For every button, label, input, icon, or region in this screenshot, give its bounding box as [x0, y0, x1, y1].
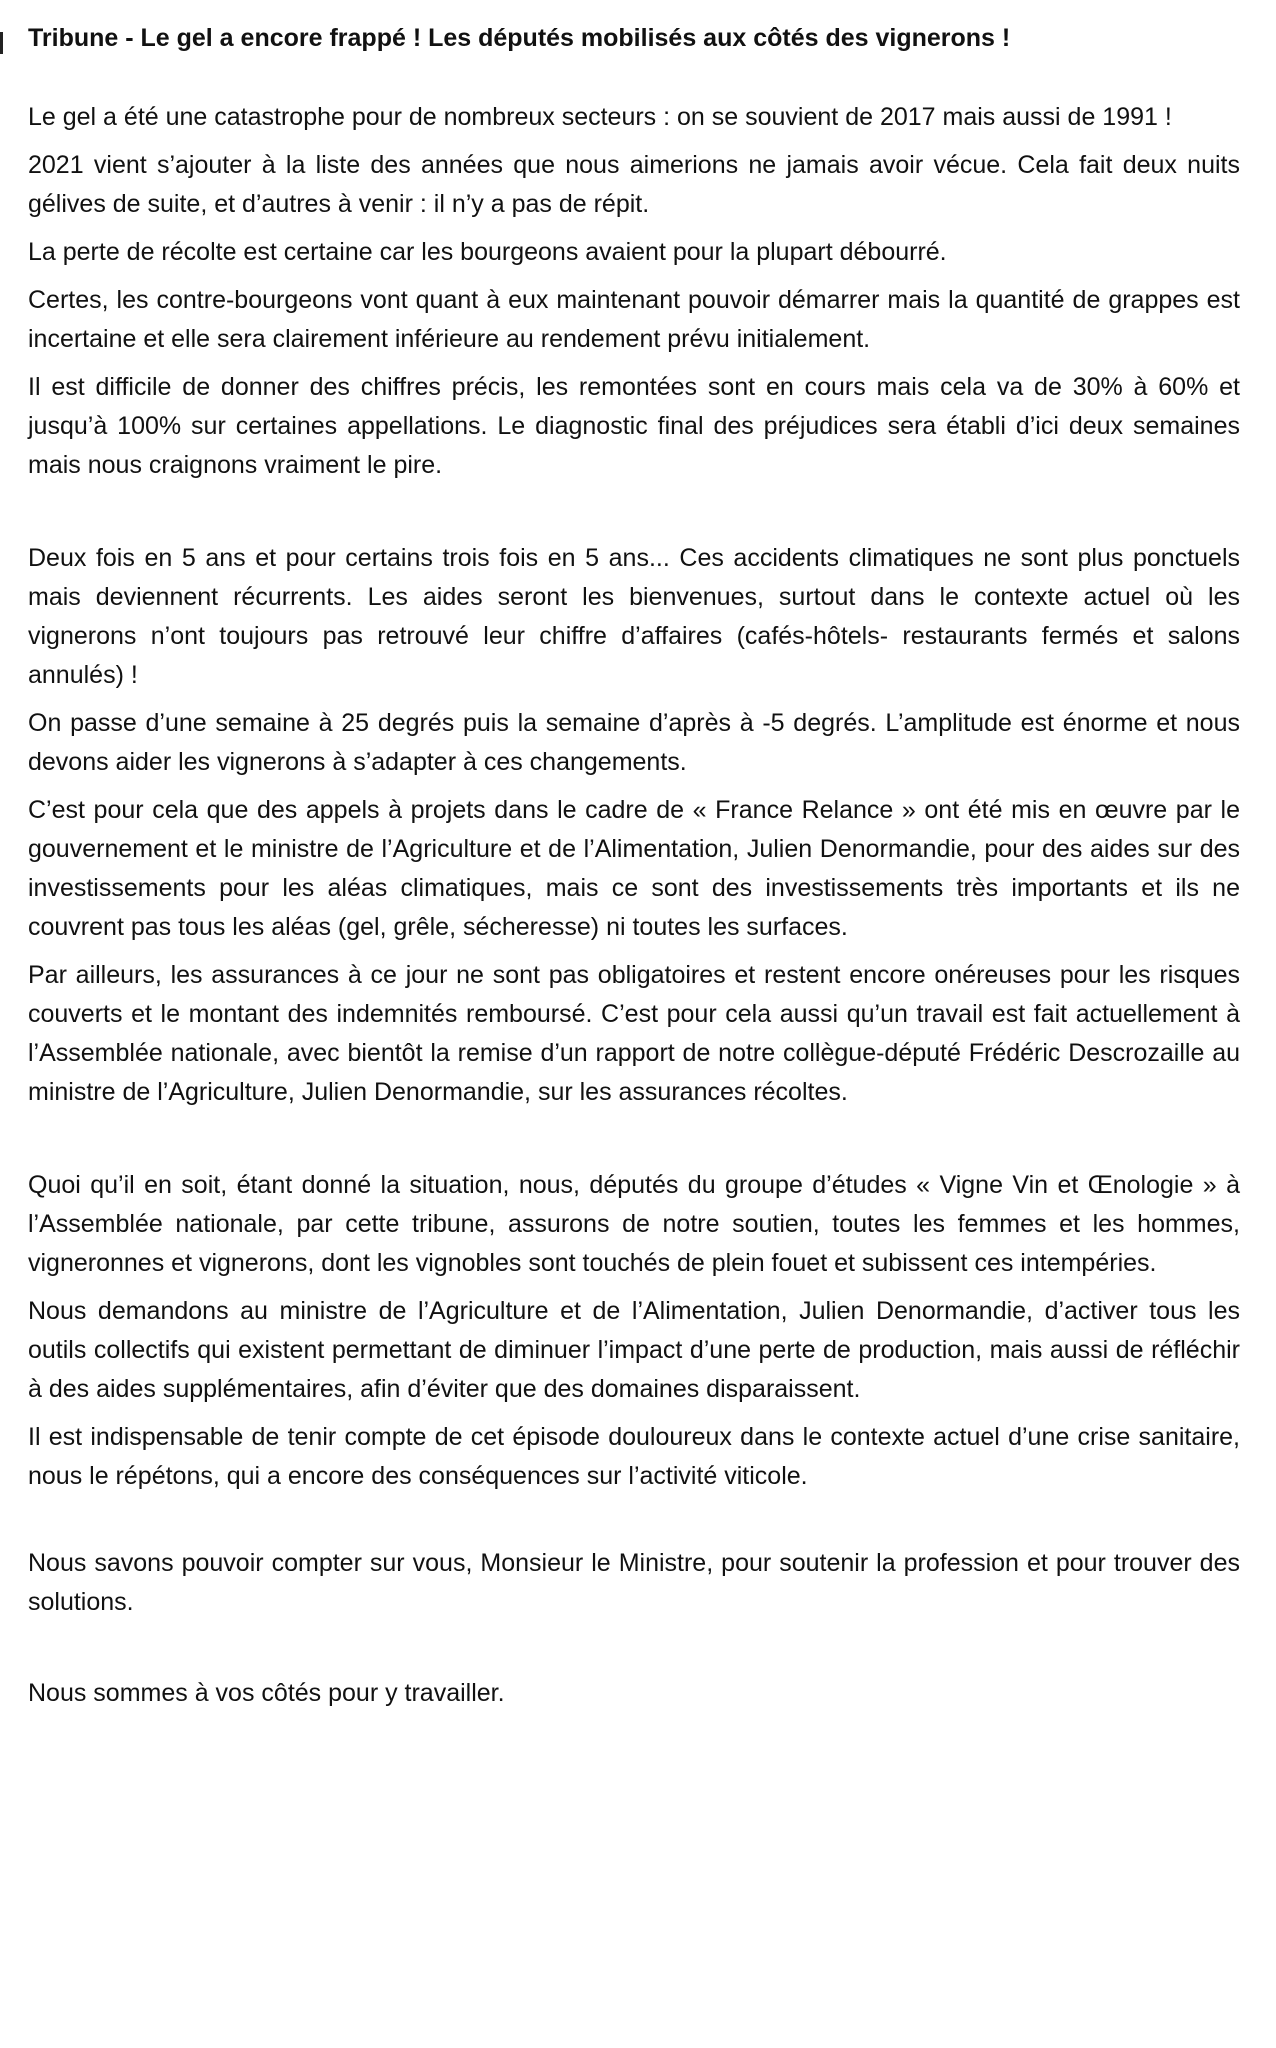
paragraph-14: Nous sommes à vos côtés pour y travailler. — [28, 1679, 505, 1707]
paragraph-10: Quoi qu’il en soit, étant donné la situation, nous, députés du groupe d’études « Vigne Vin et Œnologie » à l’Assemblée nationale, par cette tribune, assurons de notre soutien, toutes les femmes et les hommes, vigneronnes et vignerons, dont les vignobles sont touchés de plein fouet et subissent ces intempéries. — [28, 1171, 1240, 1277]
page-edge-mark — [0, 32, 3, 54]
paragraph-7: On passe d’une semaine à 25 degrés puis la semaine d’après à -5 degrés. L’amplitude est énorme et nous devons aider les vignerons à s’adapter à ces changements. — [28, 709, 1240, 776]
paragraph-11: Nous demandons au ministre de l’Agriculture et de l’Alimentation, Julien Denormandie, d’activer tous les outils collectifs qui existent permettant de diminuer l’impact d’une perte de production, mais aussi de réfléchir à des aides supplémentaires, afin d’éviter que des domaines disparaissent. — [28, 1297, 1240, 1403]
document-title: Tribune - Le gel a encore frappé ! Les députés mobilisés aux côtés des vignerons ! — [28, 24, 1011, 52]
document-page — [28, 20, 1240, 1722]
paragraph-5: Il est difficile de donner des chiffres précis, les remontées sont en cours mais cela va de 30% à 60% et jusqu’à 100% sur certaines appellations. Le diagnostic final des préjudices sera établi d’ici deux semaines mais nous craignons vraiment le pire. — [28, 373, 1240, 479]
paragraph-8: C’est pour cela que des appels à projets dans le cadre de « France Relance » ont été mis en œuvre par le gouvernement et le ministre de l’Agriculture et de l’Alimentation, Julien Denormandie, pour des aides sur des investissements pour les aléas climatiques, mais ce sont des investissements très importants et ils ne couvrent pas tous les aléas (gel, grêle, sécheresse) ni toutes les surfaces. — [28, 796, 1240, 941]
paragraph-4: Certes, les contre-bourgeons vont quant à eux maintenant pouvoir démarrer mais la quantité de grappes est incertaine et elle sera clairement inférieure au rendement prévu initialement. — [28, 286, 1240, 353]
paragraph-3: La perte de récolte est certaine car les bourgeons avaient pour la plupart débourré. — [28, 238, 947, 266]
paragraph-13: Nous savons pouvoir compter sur vous, Monsieur le Ministre, pour soutenir la profession et pour trouver des solutions. — [28, 1549, 1240, 1616]
paragraph-9: Par ailleurs, les assurances à ce jour ne sont pas obligatoires et restent encore onéreuses pour les risques couverts et le montant des indemnités remboursé. C’est pour cela aussi qu’un travail est fait actuellement à l’Assemblée nationale, avec bientôt la remise d’un rapport de notre collègue-député Frédéric Descrozaille au ministre de l’Agriculture, Julien Denormandie, sur les assurances récoltes. — [28, 961, 1240, 1106]
paragraph-2: 2021 vient s’ajouter à la liste des années que nous aimerions ne jamais avoir vécue. Cela fait deux nuits gélives de suite, et d’autres à venir : il n’y a pas de répit. — [28, 151, 1240, 218]
paragraph-1: Le gel a été une catastrophe pour de nombreux secteurs : on se souvient de 2017 mais aussi de 1991 ! — [28, 103, 1172, 131]
paragraph-6: Deux fois en 5 ans et pour certains trois fois en 5 ans... Ces accidents climatiques ne sont plus ponctuels mais deviennent récurrents. Les aides seront les bienvenues, surtout dans le contexte actuel où les vignerons n’ont toujours pas retrouvé leur chiffre d’affaires (cafés-hôtels- restaurants fermés et salons annulés) ! — [28, 544, 1240, 689]
paragraph-12: Il est indispensable de tenir compte de cet épisode douloureux dans le contexte actuel d’une crise sanitaire, nous le répétons, qui a encore des conséquences sur l’activité viticole. — [28, 1423, 1240, 1490]
